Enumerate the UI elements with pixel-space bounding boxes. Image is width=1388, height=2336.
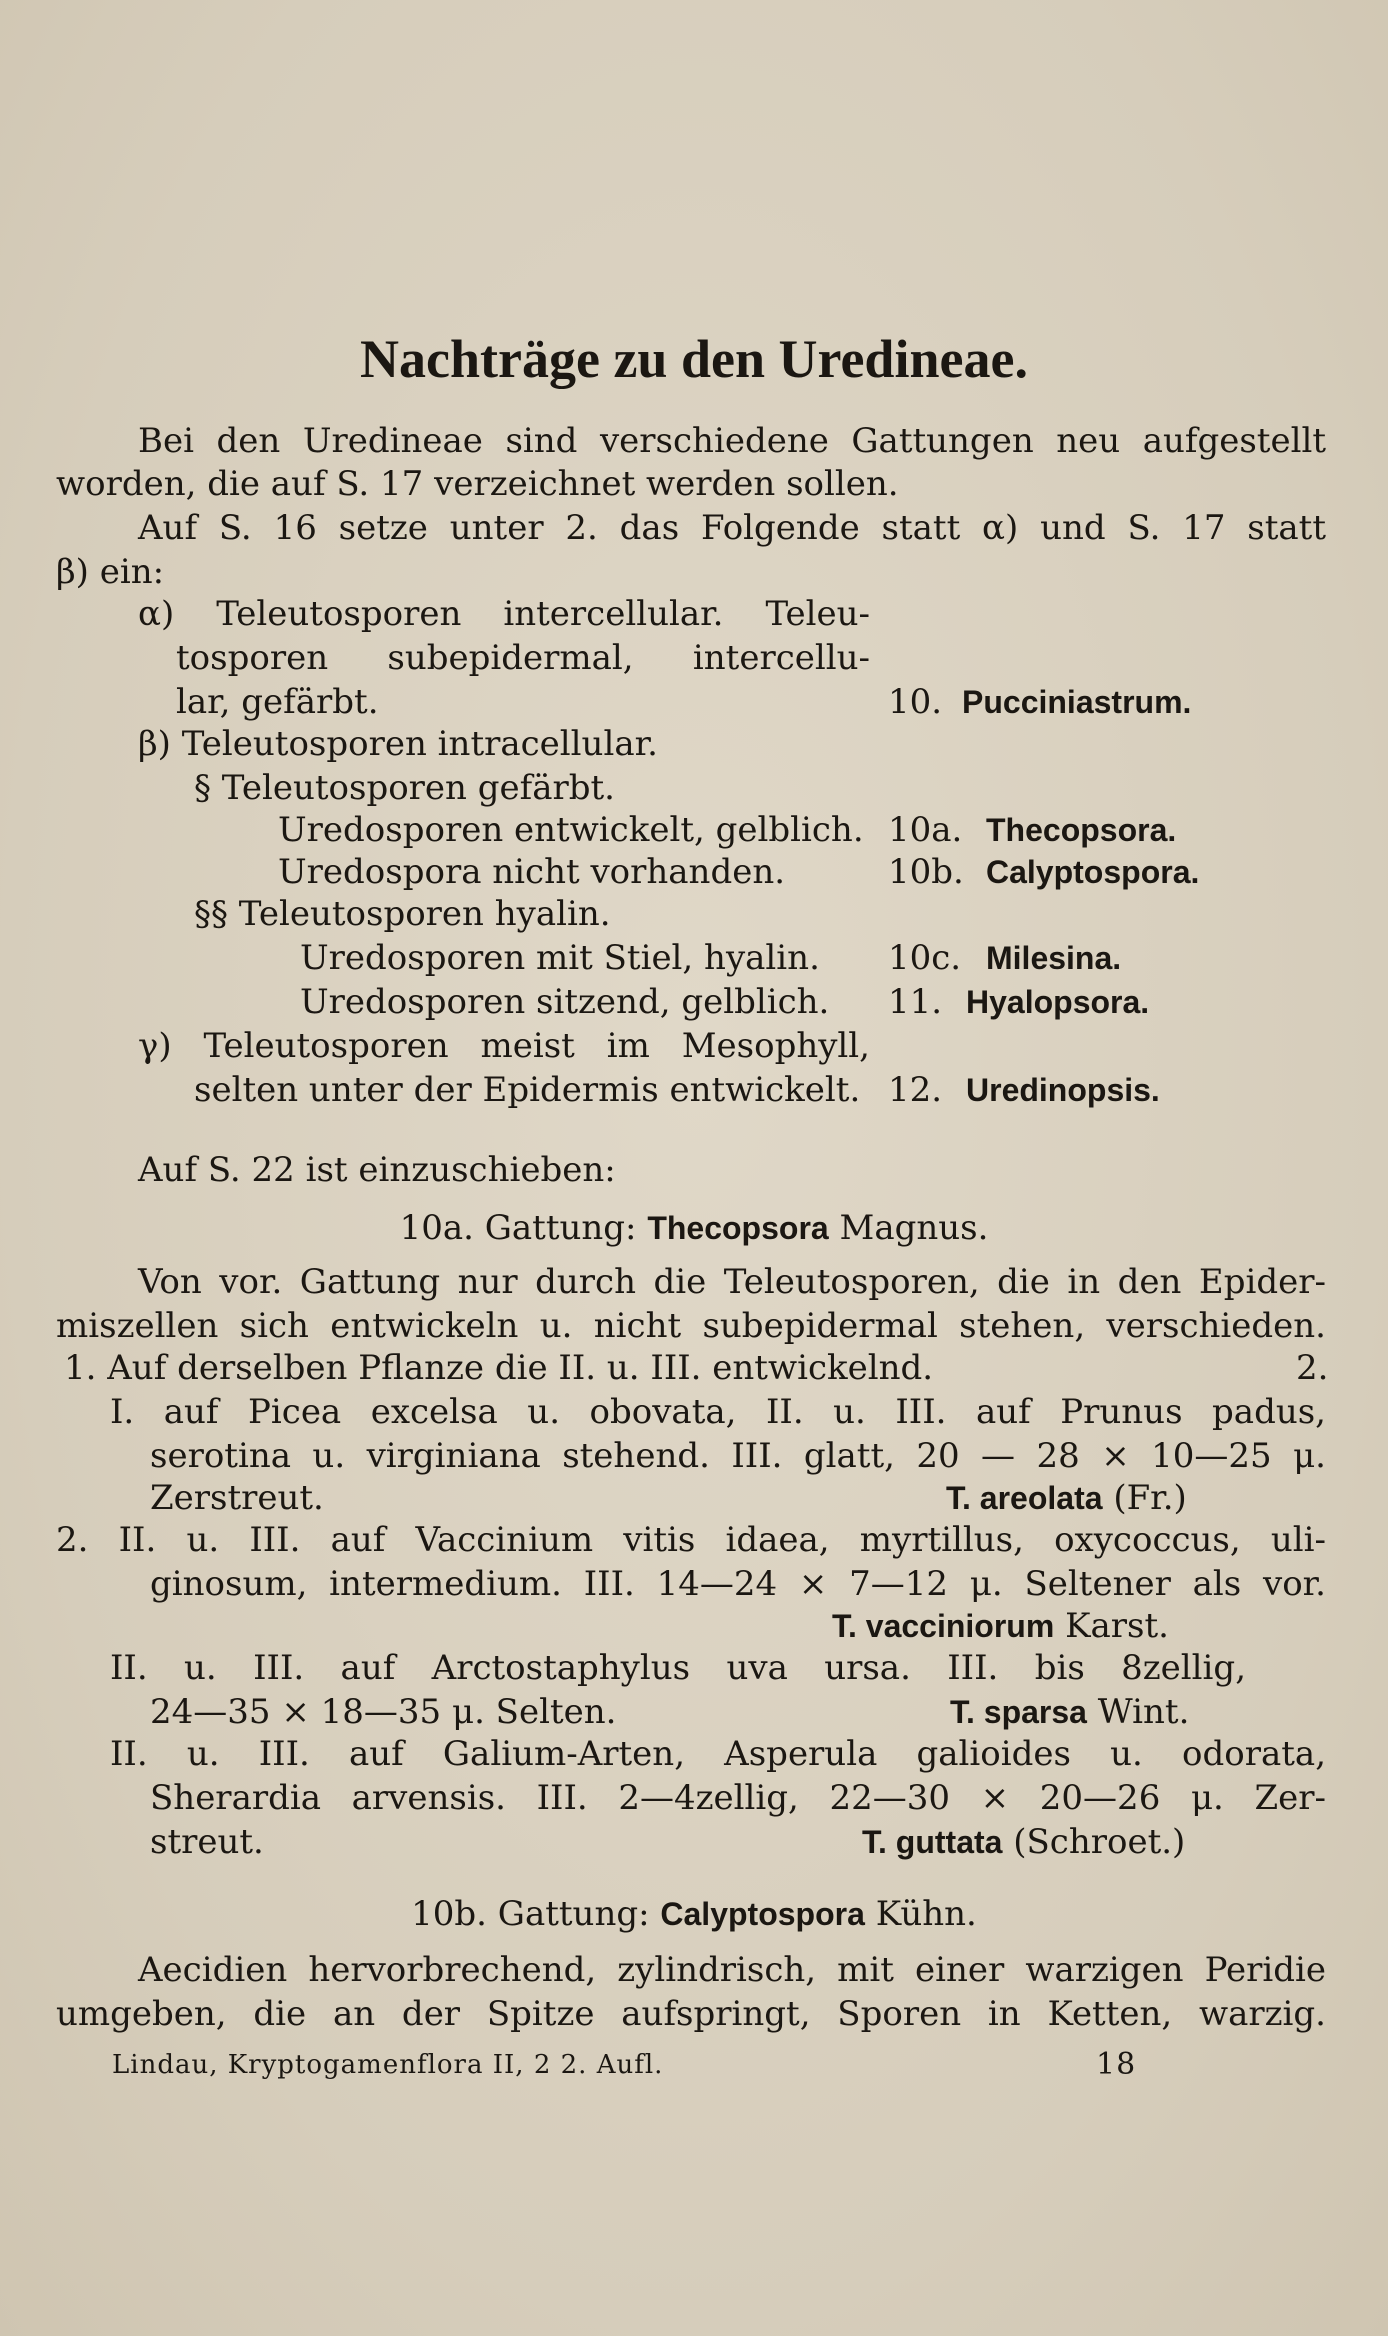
section-heading-calyptospora: 10b. Gattung: Calyptospora Kühn.: [411, 1894, 977, 1934]
species-sparsa: T. sparsa Wint.: [950, 1692, 1190, 1732]
insert-note: Auf S. 22 ist einzuschieben:: [138, 1150, 616, 1190]
genus-name: Pucciniastrum.: [962, 684, 1192, 720]
key-line: § Teleutosporen gefärbt.: [194, 768, 615, 808]
key-line: Zerstreut.: [150, 1478, 324, 1518]
key-line: I. auf Picea excelsa u. obovata, II. u. III. auf Prunus padus,: [110, 1392, 1326, 1432]
key-line: §§ Teleutosporen hyalin.: [194, 894, 611, 934]
description-line: miszellen sich entwickeln u. nicht subepidermal stehen, verschieden.: [56, 1306, 1326, 1346]
genus-name: Calyptospora.: [986, 854, 1200, 890]
key-line: Uredosporen mit Stiel, hyalin.: [300, 938, 820, 978]
key-line: 24—35 × 18—35 μ. Selten.: [150, 1692, 617, 1732]
key-line: II. u. III. auf Galium-Arten, Asperula galioides u. odorata,: [110, 1734, 1326, 1774]
footer-citation: Lindau, Kryptogamenflora II, 2 2. Aufl.: [112, 2050, 664, 2080]
key-line-beta: β) Teleutosporen intracellular.: [138, 724, 658, 764]
key-line: Sherardia arvensis. III. 2—4zellig, 22—30 × 20—26 μ. Zer-: [150, 1778, 1326, 1818]
key-line: Uredosporen sitzend, gelblich.: [300, 982, 830, 1022]
key-line: selten unter der Epidermis entwickelt.: [194, 1070, 861, 1110]
section-heading-thecopsora: 10a. Gattung: Thecopsora Magnus.: [399, 1208, 989, 1248]
species-vacciniorum: T. vacciniorum Karst.: [832, 1606, 1169, 1646]
key-line: 2. II. u. III. auf Vaccinium vitis idaea, myrtillus, oxycoccus, uli-: [56, 1520, 1326, 1560]
intro-line: worden, die auf S. 17 verzeichnet werden sollen.: [56, 464, 899, 504]
key-line: II. u. III. auf Arctostaphylus uva ursa. III. bis 8zellig,: [110, 1648, 1246, 1688]
page-title: Nachträge zu den Uredineae.: [360, 329, 1028, 389]
page-number: 18: [1096, 2047, 1137, 2082]
key-line: Uredosporen entwickelt, gelblich.: [278, 810, 864, 850]
key-line: serotina u. virginiana stehend. III. glatt, 20 — 28 × 10—25 μ.: [150, 1436, 1326, 1476]
intro-line: Auf S. 16 setze unter 2. das Folgende statt α) und S. 17 statt: [138, 508, 1326, 548]
key-number: 10b.: [888, 852, 964, 892]
key-reference: 2.: [1296, 1348, 1329, 1388]
key-line: tosporen subepidermal, intercellu-: [176, 638, 870, 678]
description-line: Aecidien hervorbrechend, zylindrisch, mit einer warzigen Peridie: [138, 1950, 1326, 1990]
key-number: 11.: [888, 982, 943, 1022]
description-line: umgeben, die an der Spitze aufspringt, Sporen in Ketten, warzig.: [56, 1994, 1326, 2034]
description-line: Von vor. Gattung nur durch die Teleutosporen, die in den Epider-: [138, 1262, 1326, 1302]
genus-name: Milesina.: [986, 940, 1122, 976]
genus-name: Uredinopsis.: [966, 1072, 1160, 1108]
key-line: Uredospora nicht vorhanden.: [278, 852, 786, 892]
intro-line: Bei den Uredineae sind verschiedene Gattungen neu aufgestellt: [138, 421, 1326, 461]
genus-name: Thecopsora.: [986, 812, 1177, 848]
intro-line: β) ein:: [56, 552, 165, 592]
key-number: 10c.: [888, 938, 962, 978]
species-areolata: T. areolata (Fr.): [946, 1478, 1187, 1518]
key-number: 12.: [888, 1070, 943, 1110]
genus-name: Hyalopsora.: [966, 984, 1150, 1020]
key-line-alpha: α) Teleutosporen intercellular. Teleu-: [138, 594, 870, 634]
species-guttata: T. guttata (Schroet.): [862, 1822, 1186, 1862]
key-line-gamma: γ) Teleutosporen meist im Mesophyll,: [138, 1026, 870, 1066]
key-number: 10a.: [888, 810, 963, 850]
key-line: lar, gefärbt.: [176, 682, 379, 722]
key-line: streut.: [150, 1822, 264, 1862]
key-line: 1. Auf derselben Pflanze die II. u. III. entwickelnd.: [64, 1348, 934, 1388]
key-number: 10.: [888, 682, 943, 722]
key-line: ginosum, intermedium. III. 14—24 × 7—12 μ. Seltener als vor.: [150, 1564, 1326, 1604]
